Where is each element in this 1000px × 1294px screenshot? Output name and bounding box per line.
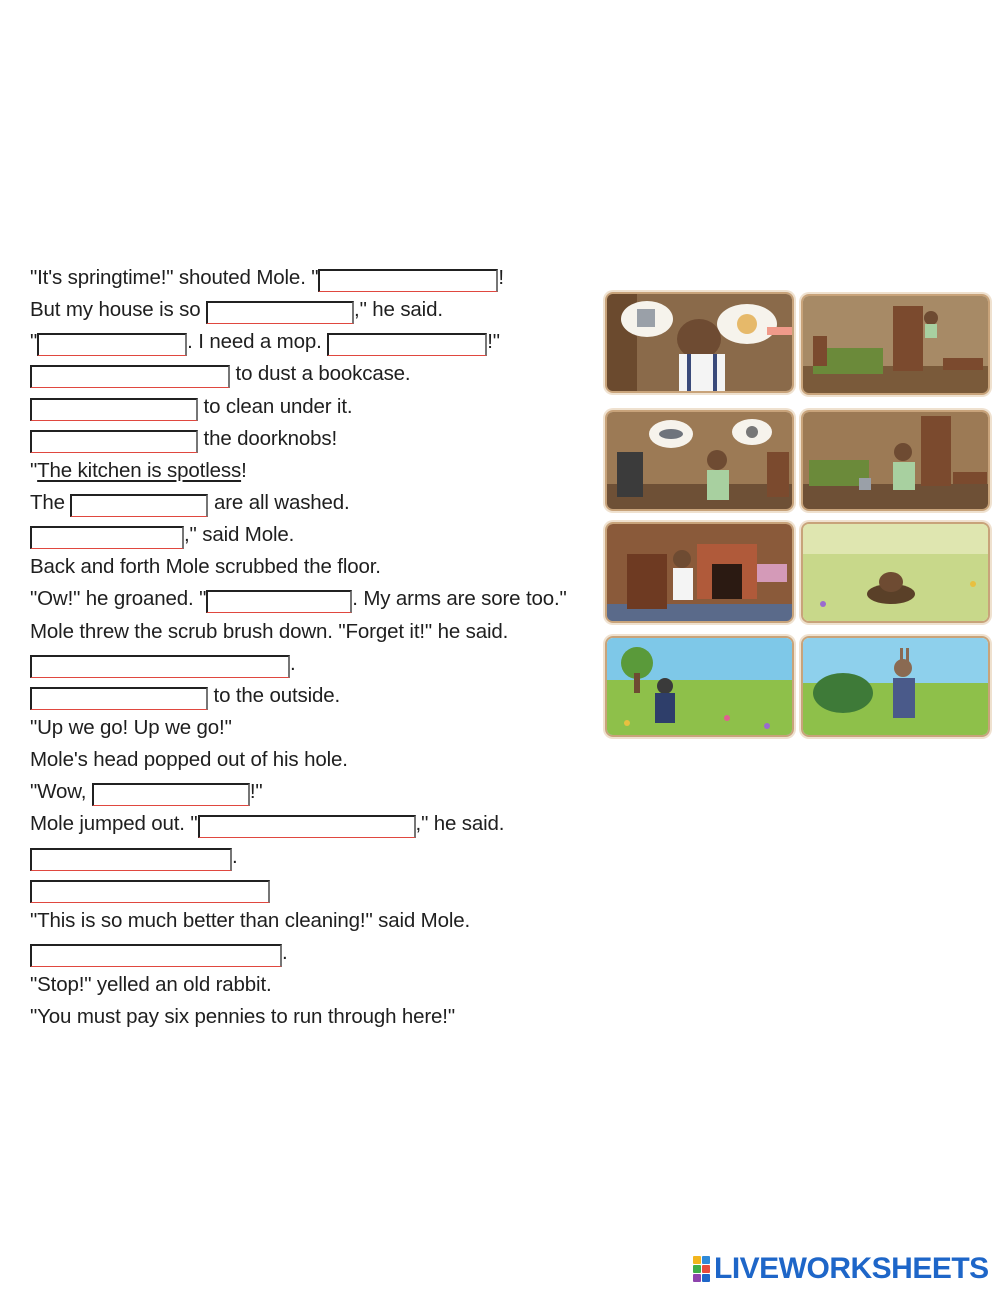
scene-illustration [803, 412, 988, 509]
scene-illustration [607, 412, 792, 509]
answer-blank[interactable] [30, 398, 198, 421]
answer-blank[interactable] [30, 526, 184, 549]
answer-blank[interactable] [37, 333, 187, 356]
line-text: But my house is so [30, 298, 207, 322]
line-text: The [30, 490, 71, 514]
line-text: the doorknobs! [198, 426, 338, 450]
story-line [30, 616, 590, 648]
line-text: ," he said. [354, 298, 443, 322]
story-line [30, 744, 590, 776]
picture-panel-mole-in-flower-meadow [605, 636, 794, 737]
story-line [30, 969, 590, 1001]
liveworksheets-logo [693, 1252, 989, 1286]
picture-panel-mole-thinking-of-bucket-and-duster [605, 292, 794, 393]
story-line [30, 487, 590, 519]
line-text: ! [498, 266, 504, 289]
logo-block [702, 1274, 710, 1282]
story-line [30, 937, 590, 969]
answer-blank[interactable] [30, 687, 208, 710]
answer-blank[interactable] [206, 301, 354, 324]
story-line [30, 262, 590, 294]
picture-panel-bedroom-mole-with-bucket [801, 410, 990, 511]
logo-block [693, 1265, 701, 1273]
line-text: . [282, 940, 288, 964]
answer-blank[interactable] [30, 365, 230, 388]
story-line [30, 680, 590, 712]
logo-block [693, 1274, 701, 1282]
story-line [30, 712, 590, 744]
line-text: !" [249, 780, 263, 804]
story-line [30, 808, 590, 840]
answer-blank[interactable] [92, 783, 250, 806]
story-line [30, 776, 590, 808]
scene-illustration [803, 638, 988, 735]
answer-blank[interactable] [30, 848, 232, 871]
line-text: . [290, 651, 296, 675]
story-line [30, 326, 590, 358]
logo-block [702, 1256, 710, 1264]
answer-blank[interactable] [30, 430, 198, 453]
story-line [30, 455, 590, 487]
story-line [30, 841, 590, 873]
line-text: "Ow!" he groaned. " [30, 587, 207, 611]
line-text: are all washed. [208, 490, 350, 514]
line-text: " [30, 458, 38, 482]
line-text: ! [241, 458, 247, 482]
story-line [30, 583, 590, 615]
line-text: "This is so much better than cleaning!" said Mole. [30, 908, 471, 932]
line-text: . [232, 844, 238, 868]
answer-blank[interactable] [70, 494, 208, 517]
story-text [30, 262, 590, 1033]
scene-illustration [607, 294, 792, 391]
story-line [30, 873, 590, 905]
picture-panel-rabbit-in-meadow [801, 636, 990, 737]
line-text: "It's springtime!" shouted Mole. " [30, 266, 319, 289]
story-line [30, 391, 590, 423]
answer-blank[interactable] [30, 880, 270, 903]
line-text: !" [487, 330, 500, 354]
line-text: to clean under it. [198, 394, 353, 418]
answer-blank[interactable] [30, 655, 290, 678]
story-line [30, 648, 590, 680]
line-text: ," he said. [415, 812, 505, 836]
answer-blank[interactable] [206, 590, 352, 613]
answer-blank[interactable] [318, 269, 498, 292]
line-text: . I need a mop. [187, 330, 328, 354]
line-text: Mole jumped out. " [30, 812, 198, 836]
scene-illustration [607, 638, 792, 735]
line-text: Back and forth Mole scrubbed the floor. [30, 555, 381, 579]
logo-text: LIVEWORKSHEETS [714, 1252, 989, 1285]
line-text: ," said Mole. [184, 523, 295, 547]
story-line [30, 905, 590, 937]
story-line [30, 294, 590, 326]
scene-illustration [803, 524, 988, 621]
scene-illustration [803, 296, 988, 393]
line-text: "Wow, [30, 780, 92, 804]
logo-block [702, 1265, 710, 1273]
line-text: to the outside. [208, 683, 341, 707]
answer-blank[interactable] [198, 815, 416, 838]
line-text: to dust a bookcase. [230, 362, 411, 386]
picture-panels [605, 292, 990, 738]
scene-illustration [607, 524, 792, 621]
logo-blocks-icon [693, 1256, 710, 1282]
story-line [30, 358, 590, 390]
underlined-phrase: The kitchen is spotless [37, 458, 242, 482]
logo-block [693, 1256, 701, 1264]
story-line [30, 519, 590, 551]
picture-panel-living-room-mole-at-fireplace [605, 522, 794, 623]
line-text: "Stop!" yelled an old rabbit. [30, 973, 272, 997]
line-text: "You must pay six pennies to run through here!" [30, 1005, 455, 1029]
picture-panel-bedroom-mole-on-bookcase [801, 294, 990, 395]
answer-blank[interactable] [30, 944, 282, 967]
line-text: Mole's head popped out of his hole. [30, 748, 348, 772]
line-text: " [30, 330, 38, 354]
picture-panel-kitchen-mole-thinking-of-dishes [605, 410, 794, 511]
line-text: . My arms are sore too." [352, 587, 567, 611]
story-line [30, 423, 590, 455]
picture-panel-meadow-with-mole-hole [801, 522, 990, 623]
answer-blank[interactable] [327, 333, 487, 356]
story-line [30, 551, 590, 583]
story-line [30, 1001, 590, 1033]
line-text: Mole threw the scrub brush down. "Forget it!" he said. [30, 619, 509, 643]
line-text: "Up we go! Up we go!" [30, 715, 232, 739]
